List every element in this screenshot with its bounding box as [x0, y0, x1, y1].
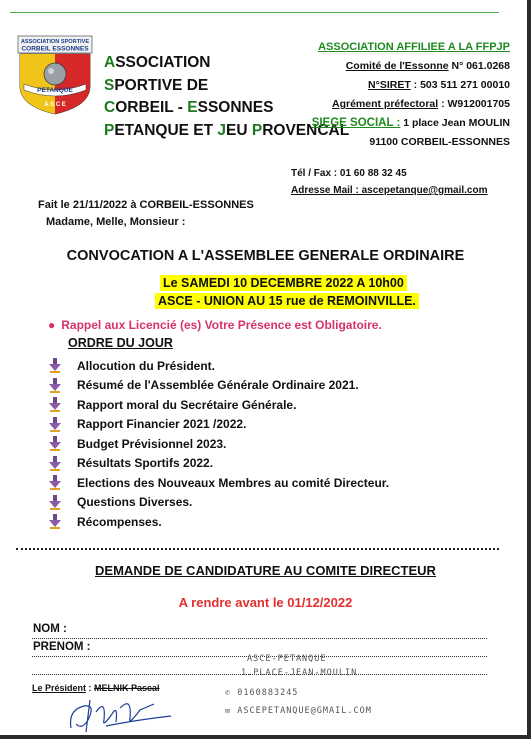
logo-bottom-text: A S C E [44, 102, 66, 108]
meeting-place: ASCE - UNION AU 15 rue de REMOINVILLE. [155, 293, 419, 309]
date-place: Fait le 21/11/2022 à CORBEIL-ESSONNES Madame, Melle, Monsieur : [38, 197, 254, 231]
contact-block [291, 165, 488, 199]
dotted-separator [16, 548, 499, 550]
siege-line: SIEGE SOCIAL : 1 place Jean MOULIN [311, 117, 510, 129]
affiliation: ASSOCIATION AFFILIEE A LA FFPJP [318, 41, 510, 53]
arrow-down-icon [48, 495, 62, 510]
deadline: A rendre avant le 01/12/2022 [178, 595, 353, 610]
club-logo [14, 34, 96, 116]
meeting-date: Le SAMEDI 10 DECEMBRE 2022 A 10h00 [160, 275, 407, 291]
agrement-line: Agrément préfectoral : W912001705 [331, 98, 510, 110]
association-info [300, 38, 510, 152]
arrow-down-icon [48, 436, 62, 451]
agenda-item: Rapport Financier 2021 /2022. [48, 415, 389, 435]
arrow-down-icon [48, 475, 62, 490]
comite-line: Comité de l'Essonne N° 061.0268 [345, 60, 510, 72]
logo-top-text: ASSOCIATION SPORTIVE [20, 39, 90, 45]
president-line: Le Président : MELNIK Pascal [32, 683, 160, 693]
agenda-item: Budget Prévisionnel 2023. [48, 434, 389, 454]
arrow-down-icon [48, 456, 62, 471]
arrow-down-icon [48, 417, 62, 432]
agenda-item: Questions Diverses. [48, 493, 389, 513]
president-signature [66, 690, 176, 734]
arrow-down-icon [48, 378, 62, 393]
ordre-du-jour-heading: ORDRE DU JOUR [68, 336, 173, 350]
convocation-title: CONVOCATION A L'ASSEMBLEE GENERALE ORDINAIRE [66, 248, 465, 264]
agenda-item: Elections des Nouveaux Membres au comité Directeur. [48, 473, 389, 493]
logo-sub-text: CORBEIL ESSONNES [21, 45, 89, 53]
prenom-label: PRENOM : [33, 641, 91, 653]
siege-city: 91100 CORBEIL-ESSONNES [369, 136, 510, 148]
arrow-down-icon [48, 397, 62, 412]
agenda-list [48, 356, 389, 532]
agenda-item: Allocution du Président. [48, 356, 389, 376]
salutation: Madame, Melle, Monsieur : [46, 216, 186, 228]
agenda-item: Rapport moral du Secrétaire Générale. [48, 395, 389, 415]
mail-icon: ✉ [225, 706, 238, 716]
agenda-item: Résultats Sportifs 2022. [48, 454, 389, 474]
rappel-notice: ● Rappel aux Licencié (es) Votre Présence est Obligatoire. [48, 318, 382, 332]
agenda-item: Récompenses. [48, 512, 389, 532]
siret-line: N°SIRET : 503 511 271 00010 [368, 79, 510, 91]
mail-line: Adresse Mail : ascepetanque@gmail.com [291, 185, 488, 196]
club-stamp: ASCE-PETANQUE 1.PLACE-JEAN-MOULIN ✆ 0160883245 ✉ ASCEPETANQUE@GMAIL.COM [225, 654, 372, 716]
bullet-icon: ● [48, 318, 56, 332]
association-name: ASSOCIATION SPORTIVE DE CORBEIL - ESSONNES PETANQUE ET JEU PROVENCAL [104, 54, 350, 139]
agenda-item: Résumé de l'Assemblée Générale Ordinaire 2021. [48, 376, 389, 396]
tel-fax: Tél / Fax : 01 60 88 32 45 [291, 168, 407, 179]
candidature-heading: DEMANDE DE CANDIDATURE AU COMITE DIRECTEUR [95, 563, 436, 578]
arrow-down-icon [48, 514, 62, 529]
nom-dotted-line [32, 638, 487, 639]
top-rule [10, 12, 499, 13]
logo-ribbon-text: PETANQUE [37, 87, 73, 94]
nom-label: NOM : [33, 623, 67, 635]
arrow-down-icon [48, 358, 62, 373]
phone-icon: ✆ [225, 688, 238, 698]
